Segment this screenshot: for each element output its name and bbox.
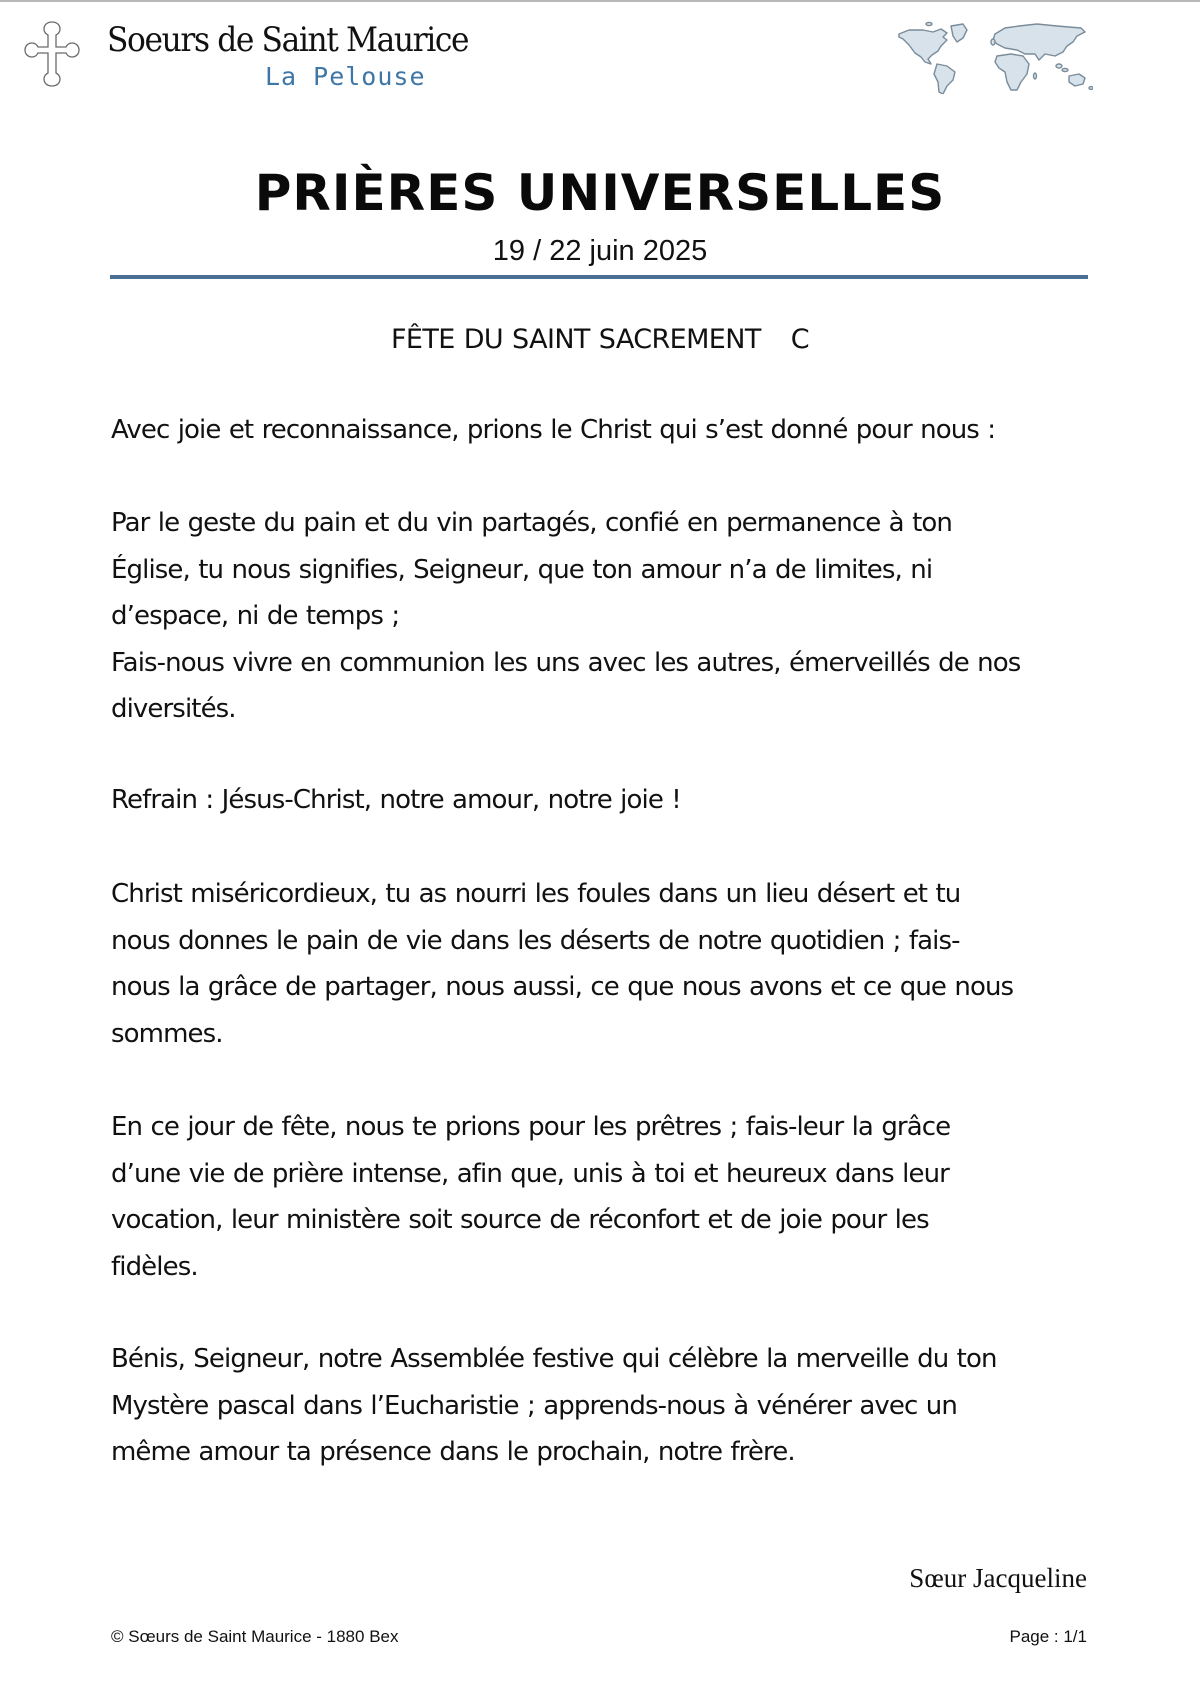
prayer-line: En ce jour de fête, nous te prions pour les prêtres ; fais-leur la grâce (111, 1112, 951, 1142)
feast-heading (0, 324, 1200, 355)
prayer-line: Mystère pascal dans l’Eucharistie ; apprends-nous à vénérer avec un (111, 1390, 957, 1421)
prayer-line: Par le geste du pain et du vin partagés, confié en permanence à ton (111, 508, 952, 538)
prayer-line: Christ miséricordieux, tu as nourri les foules dans un lieu désert et tu (111, 879, 961, 909)
date: 19 / 22 juin 2025 (492, 235, 708, 267)
refrain-paragraph (111, 777, 1101, 824)
footer-copyright: © Sœurs de Saint Maurice - 1880 Bex (111, 1627, 399, 1646)
prayer-paragraph (111, 1336, 1101, 1476)
prayer-line: diversités. (111, 694, 236, 724)
prayer-line: nous donnes le pain de vie dans les déserts de notre quotidien ; fais- (111, 925, 960, 956)
liturgical-year: C (790, 324, 810, 355)
signature: Sœur Jacqueline (909, 1563, 1087, 1593)
page-title: PRIÈRES UNIVERSELLES (254, 164, 946, 222)
prayer-line: Église, tu nous signifies, Seigneur, que ton amour n’a de limites, ni (111, 554, 933, 585)
prayer-line: d’une vie de prière intense, afin que, unis à toi et heureux dans leur (111, 1158, 949, 1189)
logo (22, 16, 469, 96)
prayer-line: vocation, leur ministère soit source de réconfort et de joie pour les (111, 1205, 929, 1235)
refrain-line: Refrain : Jésus-Christ, notre amour, notre joie ! (111, 785, 681, 815)
prayer-line: Fais-nous vivre en communion les uns avec les autres, émerveillés de nos (111, 647, 1021, 678)
prayer-line: d’espace, ni de temps ; (111, 601, 400, 631)
intro-text: Avec joie et reconnaissance, prions le Christ qui s’est donné pour nous : (111, 415, 996, 445)
prayer-line: sommes. (111, 1018, 223, 1049)
prayer-line: même amour ta présence dans le prochain, notre frère. (111, 1437, 795, 1467)
prayer-paragraph (111, 871, 1101, 1057)
prayer-paragraph (111, 1104, 1101, 1290)
prayer-line: fidèles. (111, 1251, 198, 1282)
world-map-icon (893, 14, 1093, 94)
footer-page-number: Page : 1/1 (1009, 1627, 1087, 1646)
top-border (0, 0, 1200, 2)
prayer-line: Bénis, Seigneur, notre Assemblée festive qui célèbre la merveille du ton (111, 1344, 997, 1374)
prayer-line: nous la grâce de partager, nous aussi, ce que nous avons et ce que nous (111, 972, 1014, 1002)
cross-icon (22, 18, 82, 90)
title-rule (110, 275, 1088, 279)
prayer-paragraph (111, 500, 1101, 733)
feast-name: FÊTE DU SAINT SACREMENT (390, 324, 761, 355)
intro-paragraph (111, 407, 1101, 454)
logo-subtitle: La Pelouse (265, 62, 426, 91)
logo-name: Soeurs de Saint Maurice (107, 20, 469, 60)
